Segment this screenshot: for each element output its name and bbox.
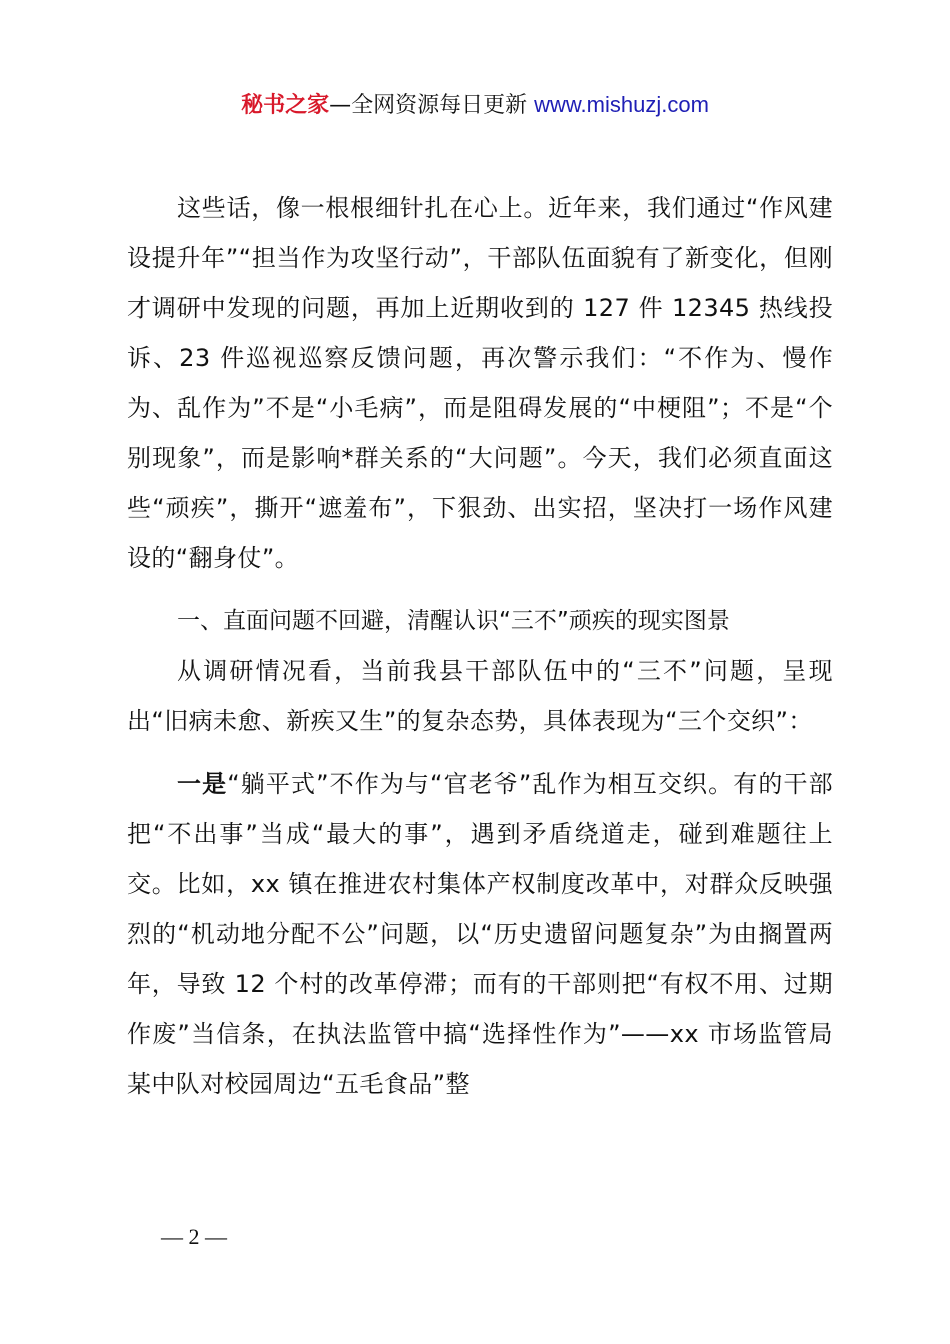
point-one-lead: 一是	[177, 770, 228, 798]
point-one-text: “躺平式”不作为与“官老爷”乱作为相互交织。有的干部把“不出事”当成“最大的事”，遇到矛盾绕道走，碰到难题往上交。比如，xx 镇在推进农村集体产权制度改革中，对群众反映强烈的“机动地分配不公”问题，以“历史遗留问题复杂”为由搁置两年，导致 12 个村的改革停滞；而有的干部则把“有权不用、过期作废”当信条，在执法监管中搞“选择性作为”——xx 市场监管局某中队对校园周边“五毛食品”整	[127, 770, 833, 1098]
header-tagline: —全网资源每日更新	[329, 93, 535, 118]
document-body	[127, 183, 833, 1109]
section-heading-1: 一、直面问题不回避，清醒认识“三不”顽疾的现实图景	[177, 608, 730, 634]
site-url[interactable]: www.mishuzj.com	[534, 92, 709, 117]
page-number: — 2 —	[161, 1224, 227, 1249]
paragraph-point-one	[127, 759, 833, 1109]
site-watermark-header	[0, 88, 950, 123]
paragraph-survey: 从调研情况看，当前我县干部队伍中的“三不”问题，呈现出“旧病未愈、新疾又生”的复杂态势，具体表现为“三个交织”：	[127, 657, 833, 735]
brand-name: 秘书之家	[241, 93, 330, 118]
paragraph-intro: 这些话，像一根根细针扎在心上。近年来，我们通过“作风建设提升年”“担当作为攻坚行动”，干部队伍面貌有了新变化，但刚才调研中发现的问题，再加上近期收到的 127 件 12345 热线投诉、23 件巡视巡察反馈问题，再次警示我们：“不作为、慢作为、乱作为”不是“小毛病”，而是阻碍发展的“中梗阻”；不是“个别现象”，而是影响*群关系的“大问题”。今天，我们必须直面这些“顽疾”，撕开“遮羞布”，下狠劲、出实招，坚决打一场作风建设的“翻身仗”。	[127, 194, 833, 572]
